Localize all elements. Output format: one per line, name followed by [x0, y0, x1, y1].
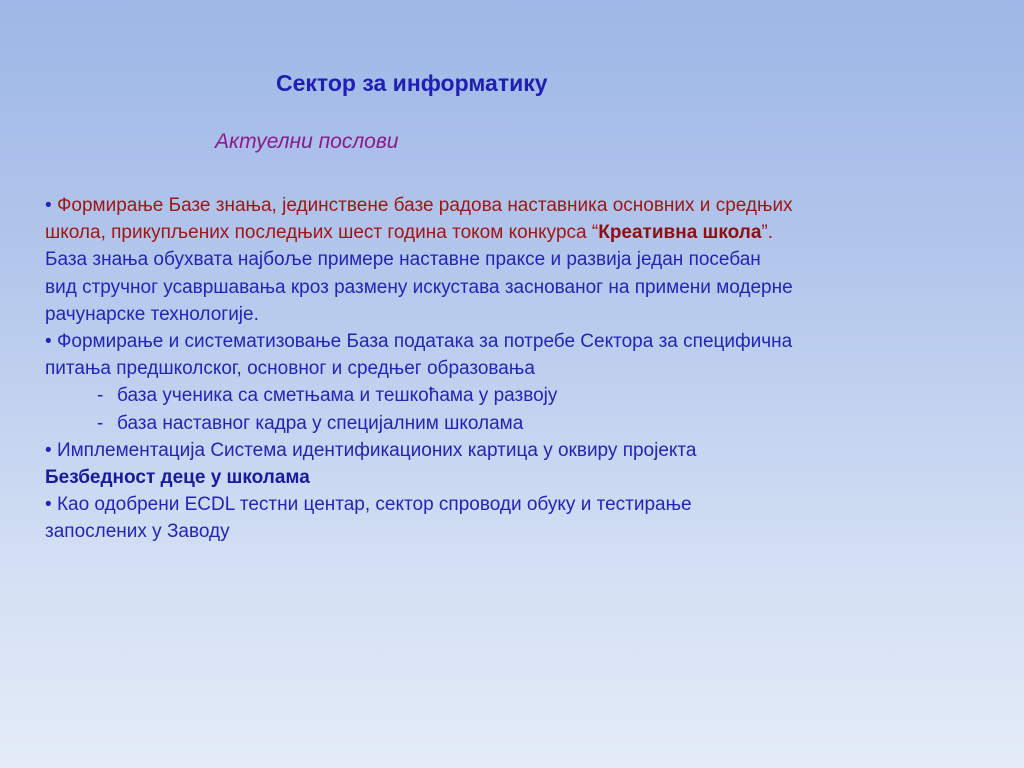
slide-title: Сектор за информатику	[276, 70, 548, 96]
bullet-2-sub-2-text: база наставног кадра у специјалним школама	[117, 412, 524, 434]
bullet-1-highlight: Креативна школа	[598, 222, 762, 244]
bullet-1-line-1	[45, 192, 1005, 219]
bullet-4-line-2	[45, 518, 1005, 545]
bullet-4-text-2: запослених у Заводу	[45, 521, 230, 543]
bullet-3-line-2	[45, 464, 1005, 491]
bullet-3-project-name: Безбедност деце у школама	[45, 466, 310, 488]
bullet-1-text-4: вид стручног усавршавања кроз размену искустава заснованог на примени модерне	[45, 276, 793, 298]
bullet-2-sub-1	[45, 382, 1005, 409]
bullet-4-line-1	[45, 491, 1005, 518]
bullet-1-line-4	[45, 274, 1005, 301]
bullet-2-line-1	[45, 328, 1005, 355]
bullet-marker: •	[45, 330, 52, 352]
bullet-2-text-1: Формирање и систематизовање База података за потребе Сектора за специфична	[56, 330, 793, 352]
bullet-1-text-5: рачунарске технологије.	[45, 303, 259, 325]
bullet-1-text-3: База знања обухвата најбоље примере наставне праксе и развија један посебан	[45, 249, 761, 271]
slide-subtitle: Актуелни послови	[215, 130, 399, 153]
bullet-4-text-1: Као одобрени ECDL тестни центар, сектор спроводи обуку и тестирање	[56, 494, 692, 516]
bullet-3-text-1: Имплементација Система идентификационих картица у оквиру пројекта	[56, 439, 697, 461]
bullet-1-line-3	[45, 246, 1005, 273]
bullet-1-text-2c: ”.	[761, 222, 774, 244]
bullet-1-text-2a: школа, прикупљених последњих шест година током конкурса “	[45, 222, 599, 244]
dash-marker: -	[97, 385, 104, 407]
bullet-marker: •	[45, 439, 52, 461]
bullet-1-line-2	[45, 219, 1005, 246]
bullet-marker: •	[45, 494, 52, 516]
bullet-3-line-1	[45, 437, 1005, 464]
slide-body	[45, 192, 1005, 545]
bullet-2-line-2	[45, 355, 1005, 382]
bullet-1-line-5	[45, 301, 1005, 328]
bullet-1-text-1: Формирање Базе знања, јединствене базе радова наставника основних и средњих	[56, 195, 793, 216]
bullet-marker: •	[45, 195, 52, 216]
bullet-2-sub-2	[45, 410, 1005, 437]
dash-marker: -	[97, 412, 104, 434]
bullet-2-text-2: питања предшколског, основног и средњег образовања	[45, 358, 535, 380]
bullet-2-sub-1-text: база ученика са сметњама и тешкоћама у развоју	[117, 385, 558, 407]
